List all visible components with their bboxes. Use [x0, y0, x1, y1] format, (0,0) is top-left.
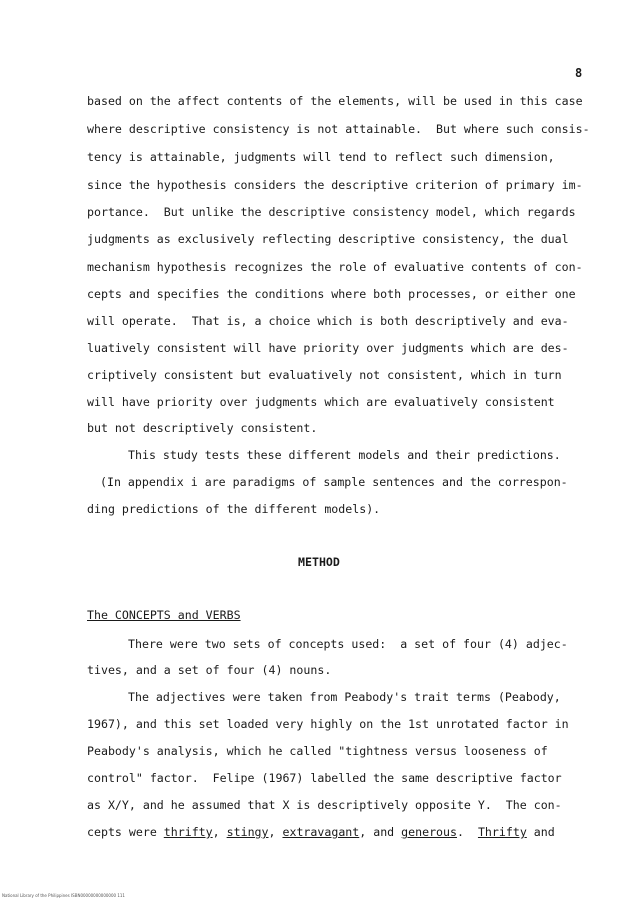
paragraph-line: will have priority over judgments which are evaluatively consistent — [87, 395, 555, 409]
term-underlined: generous — [401, 825, 457, 839]
paragraph-line: where descriptive consistency is not attainable. But where such consis- — [87, 122, 590, 136]
paragraph-line: ding predictions of the different models). — [87, 502, 381, 516]
section-title: The CONCEPTS and VERBS — [87, 608, 241, 622]
paragraph-line: but not descriptively consistent. — [87, 421, 318, 435]
separator: , — [212, 825, 227, 839]
paragraph-line: control" factor. Felipe (1967) labelled the same descriptive factor — [87, 771, 562, 785]
paragraph-line: luatively consistent will have priority over judgments which are des- — [87, 341, 569, 355]
paragraph-line: criptively consistent but evaluatively not consistent, which in turn — [87, 368, 562, 382]
line-text: and — [526, 825, 555, 839]
term-underlined: stingy — [226, 825, 269, 839]
paragraph-line: mechanism hypothesis recognizes the role of evaluative contents of con- — [87, 260, 583, 274]
paragraph-line: Peabody's analysis, which he called "tightness versus looseness of — [87, 744, 548, 758]
paragraph-line: since the hypothesis considers the descriptive criterion of primary im- — [87, 178, 583, 192]
paragraph-line: as X/Y, and he assumed that X is descriptively opposite Y. The con- — [87, 798, 562, 812]
paragraph-line: The adjectives were taken from Peabody's trait terms (Peabody, — [128, 690, 561, 704]
separator: , — [268, 825, 283, 839]
paragraph-line: based on the affect contents of the elements, will be used in this case — [87, 94, 583, 108]
paragraph-line: will operate. That is, a choice which is both descriptively and eva- — [87, 314, 569, 328]
line-text: cepts were — [87, 825, 164, 839]
term-underlined: thrifty — [163, 825, 213, 839]
paragraph-line: portance. But unlike the descriptive consistency model, which regards — [87, 205, 576, 219]
paragraph-line: There were two sets of concepts used: a set of four (4) adjec- — [128, 637, 568, 651]
paragraph-line: judgments as exclusively reflecting descriptive consistency, the dual — [87, 232, 569, 246]
page-number: 8 — [575, 66, 583, 80]
paragraph-line: cepts and specifies the conditions where both processes, or either one — [87, 287, 576, 301]
paragraph-line: 1967), and this set loaded very highly on the 1st unrotated factor in — [87, 717, 569, 731]
separator: , and — [359, 825, 402, 839]
method-heading: METHOD — [298, 555, 340, 569]
paragraph-line — [87, 825, 555, 839]
paragraph-line: tives, and a set of four (4) nouns. — [87, 663, 332, 677]
separator: . — [457, 825, 478, 839]
term-underlined: extravagant — [282, 825, 360, 839]
term-underlined: Thrifty — [477, 825, 527, 839]
paragraph-line: (In appendix i are paradigms of sample sentences and the correspon- — [100, 475, 568, 489]
scan-footer: National Library of the Philippines ISBN00000000000000 111 — [2, 893, 125, 898]
paragraph-line: tency is attainable, judgments will tend to reflect such dimension, — [87, 150, 555, 164]
paragraph-line: This study tests these different models and their predictions. — [128, 448, 561, 462]
